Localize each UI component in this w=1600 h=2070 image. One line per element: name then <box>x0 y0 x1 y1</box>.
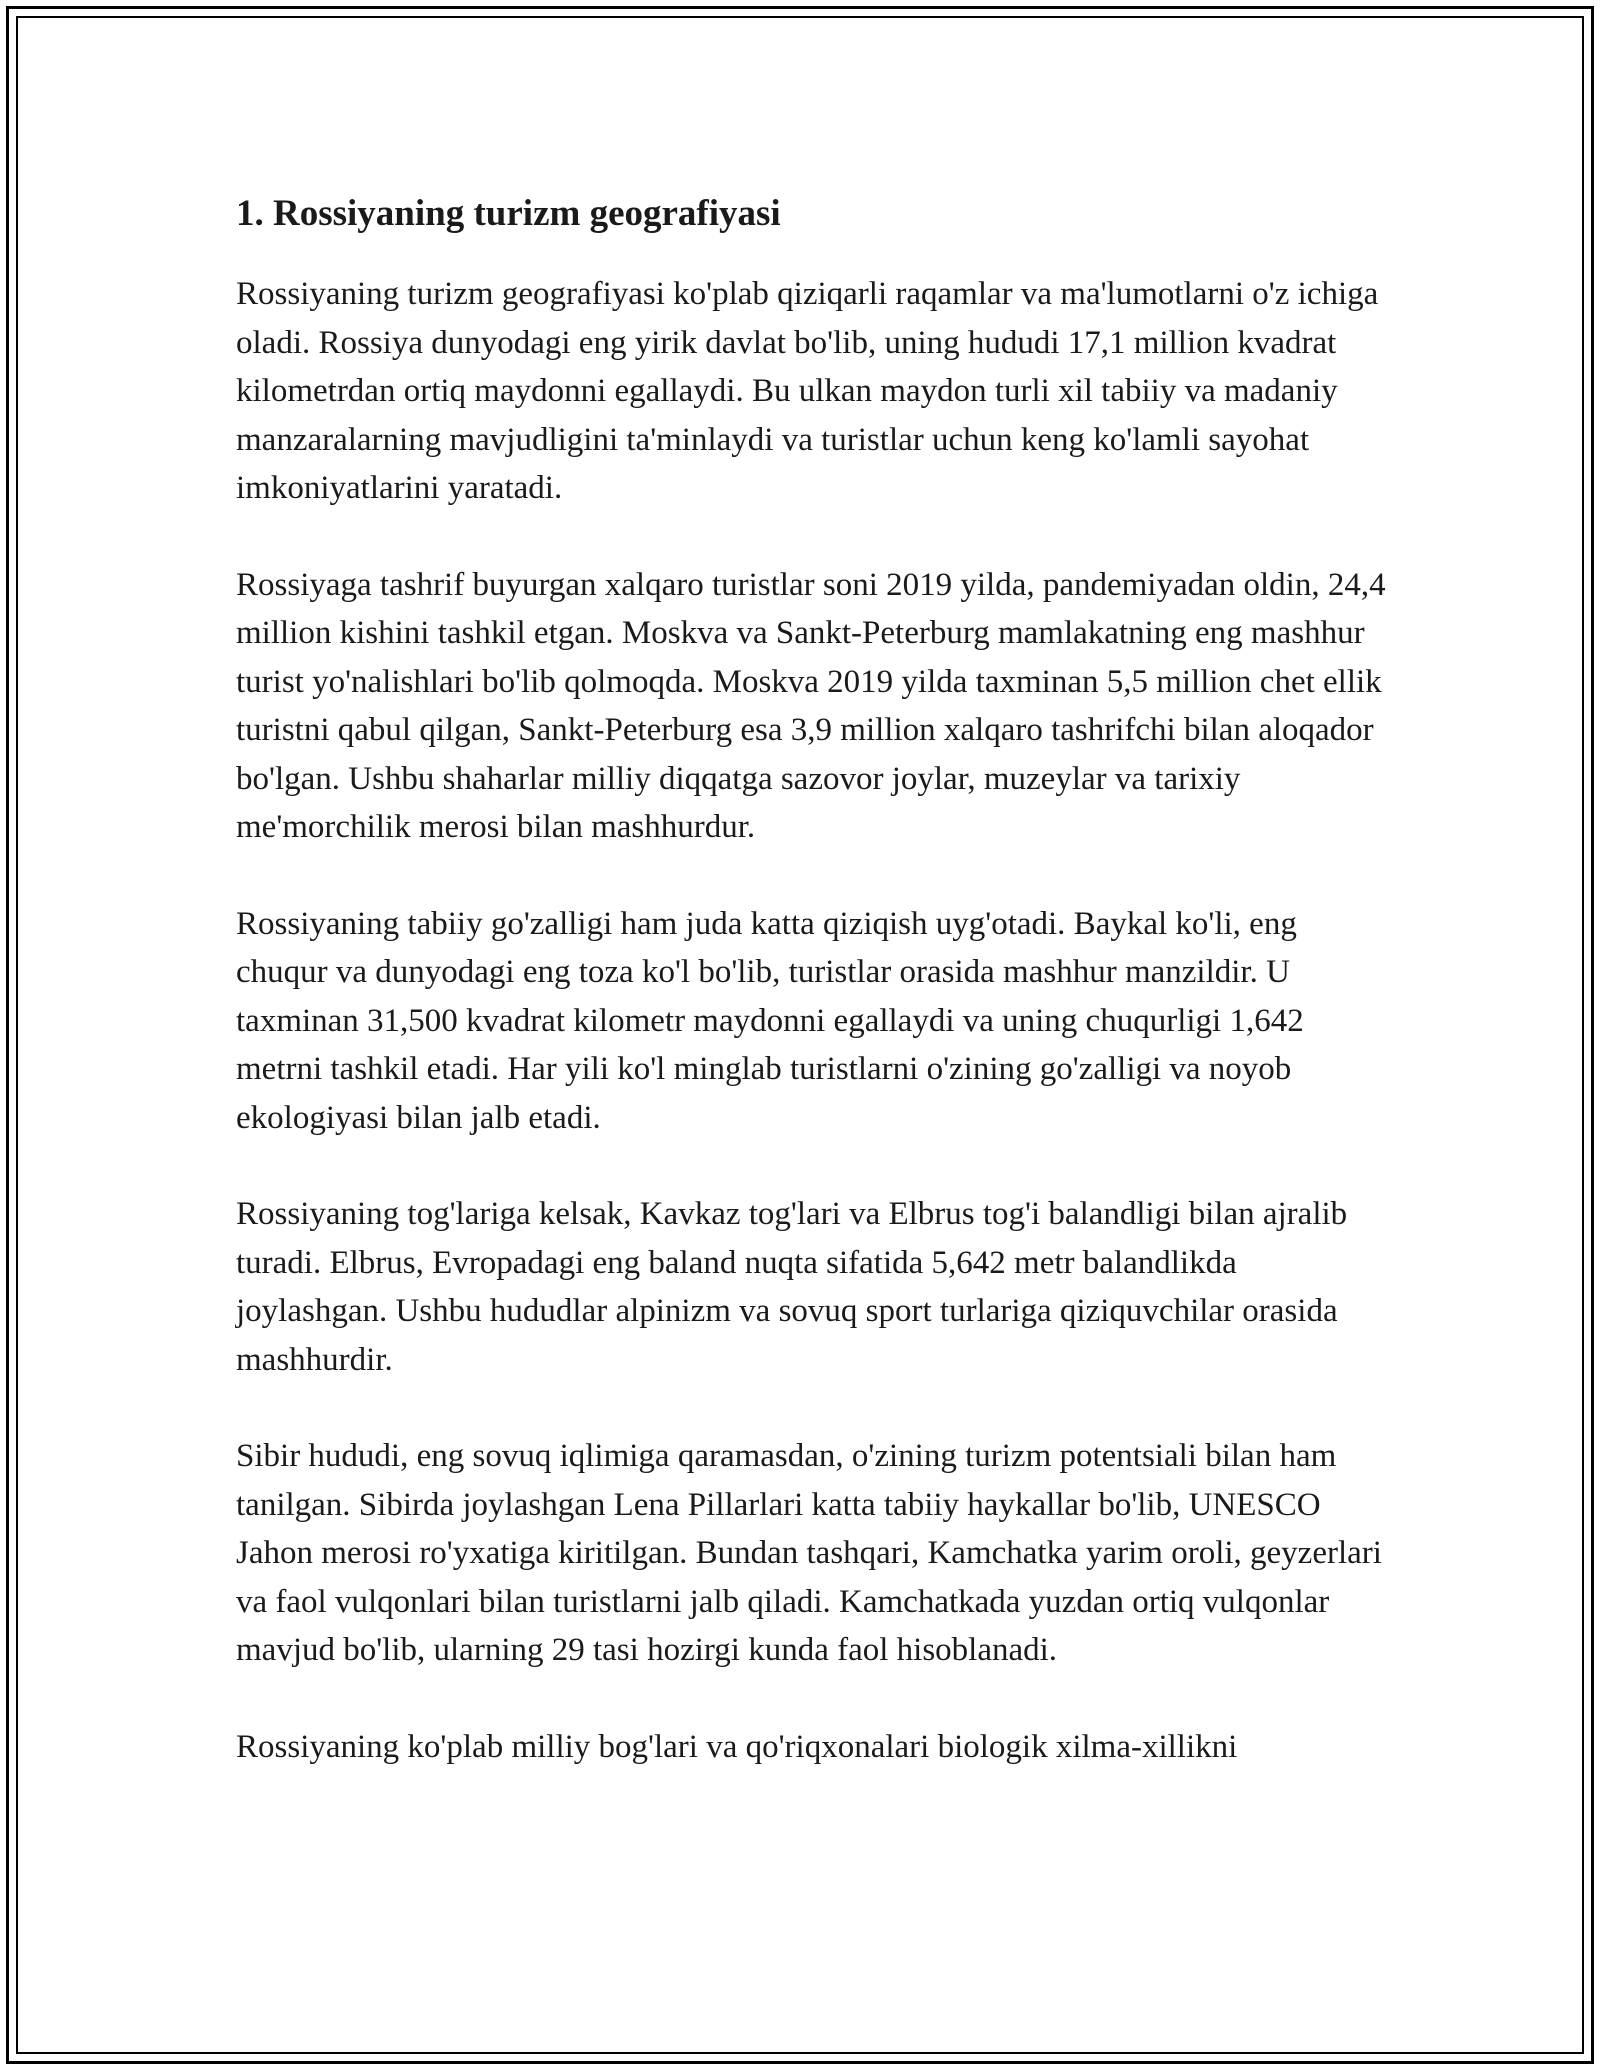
document-body <box>236 186 1386 1819</box>
document-title: 1. Rossiyaning turizm geografiyasi <box>236 193 781 234</box>
paragraph-natural-beauty: Rossiyaning tabiiy go'zalligi ham juda katta qiziqish uyg'otadi. Baykal ko'li, eng chuqur va dunyodagi eng toza ko'l bo'lib, turistlar orasida mashhur manzildir. U taxminan 31,500 kvadrat kilometr maydonni egallaydi va uning chuqurligi 1,642 metrni tashkil etadi. Har yili ko'l minglab turistlarni o'zining go'zalligi va noyob ekologiyasi bilan jalb etadi. <box>236 905 1304 1136</box>
paragraph-mountains: Rossiyaning tog'lariga kelsak, Kavkaz tog'lari va Elbrus tog'i balandligi bilan ajralib turadi. Elbrus, Evropadagi eng baland nuqta sifatida 5,642 metr balandlikda joylashgan. Ushbu hududlar alpinizm va sovuq sport turlariga qiziquvchilar orasida mashhurdir. <box>236 1196 1348 1378</box>
paragraph-national-parks: Rossiyaning ko'plab milliy bog'lari va qo'riqxonalari biologik xilma-xillikni <box>236 1728 1238 1765</box>
paragraph-siberia: Sibir hududi, eng sovuq iqlimiga qaramasdan, o'zining turizm potentsiali bilan ham tanilgan. Sibirda joylashgan Lena Pillarlari katta tabiiy haykallar bo'lib, UNESCO Jahon merosi ro'yxatiga kiritilgan. Bundan tashqari, Kamchatka yarim oroli, geyzerlari va faol vulqonlari bilan turistlarni jalb qiladi. Kamchatkada yuzdan ortiq vulqonlar mavjud bo'lib, ularning 29 tasi hozirgi kunda faol hisoblanadi. <box>236 1438 1382 1668</box>
paragraph-intro: Rossiyaning turizm geografiyasi ko'plab qiziqarli raqamlar va ma'lumotlarni o'z ichiga oladi. Rossiya dunyodagi eng yirik davlat bo'lib, uning hududi 17,1 million kvadrat kilometrdan ortiq maydonni egallaydi. Bu ulkan maydon turli xil tabiiy va madaniy manzaralarning mavjudligini ta'minlaydi va turistlar uchun keng ko'lamli sayohat imkoniyatlarini yaratadi. <box>236 276 1379 506</box>
paragraph-international-tourists: Rossiyaga tashrif buyurgan xalqaro turistlar soni 2019 yilda, pandemiyadan oldin, 24,4 million kishini tashkil etgan. Moskva va Sankt-Peterburg mamlakatning eng mashhur turist yo'nalishlari bo'lib qolmoqda. Moskva 2019 yilda taxminan 5,5 million chet ellik turistni qabul qilgan, Sankt-Peterburg esa 3,9 million xalqaro tashrifchi bilan aloqador bo'lgan. Ushbu shaharlar milliy diqqatga sazovor joylar, muzeylar va tarixiy me'morchilik merosi bilan mashhurdur. <box>236 566 1386 845</box>
